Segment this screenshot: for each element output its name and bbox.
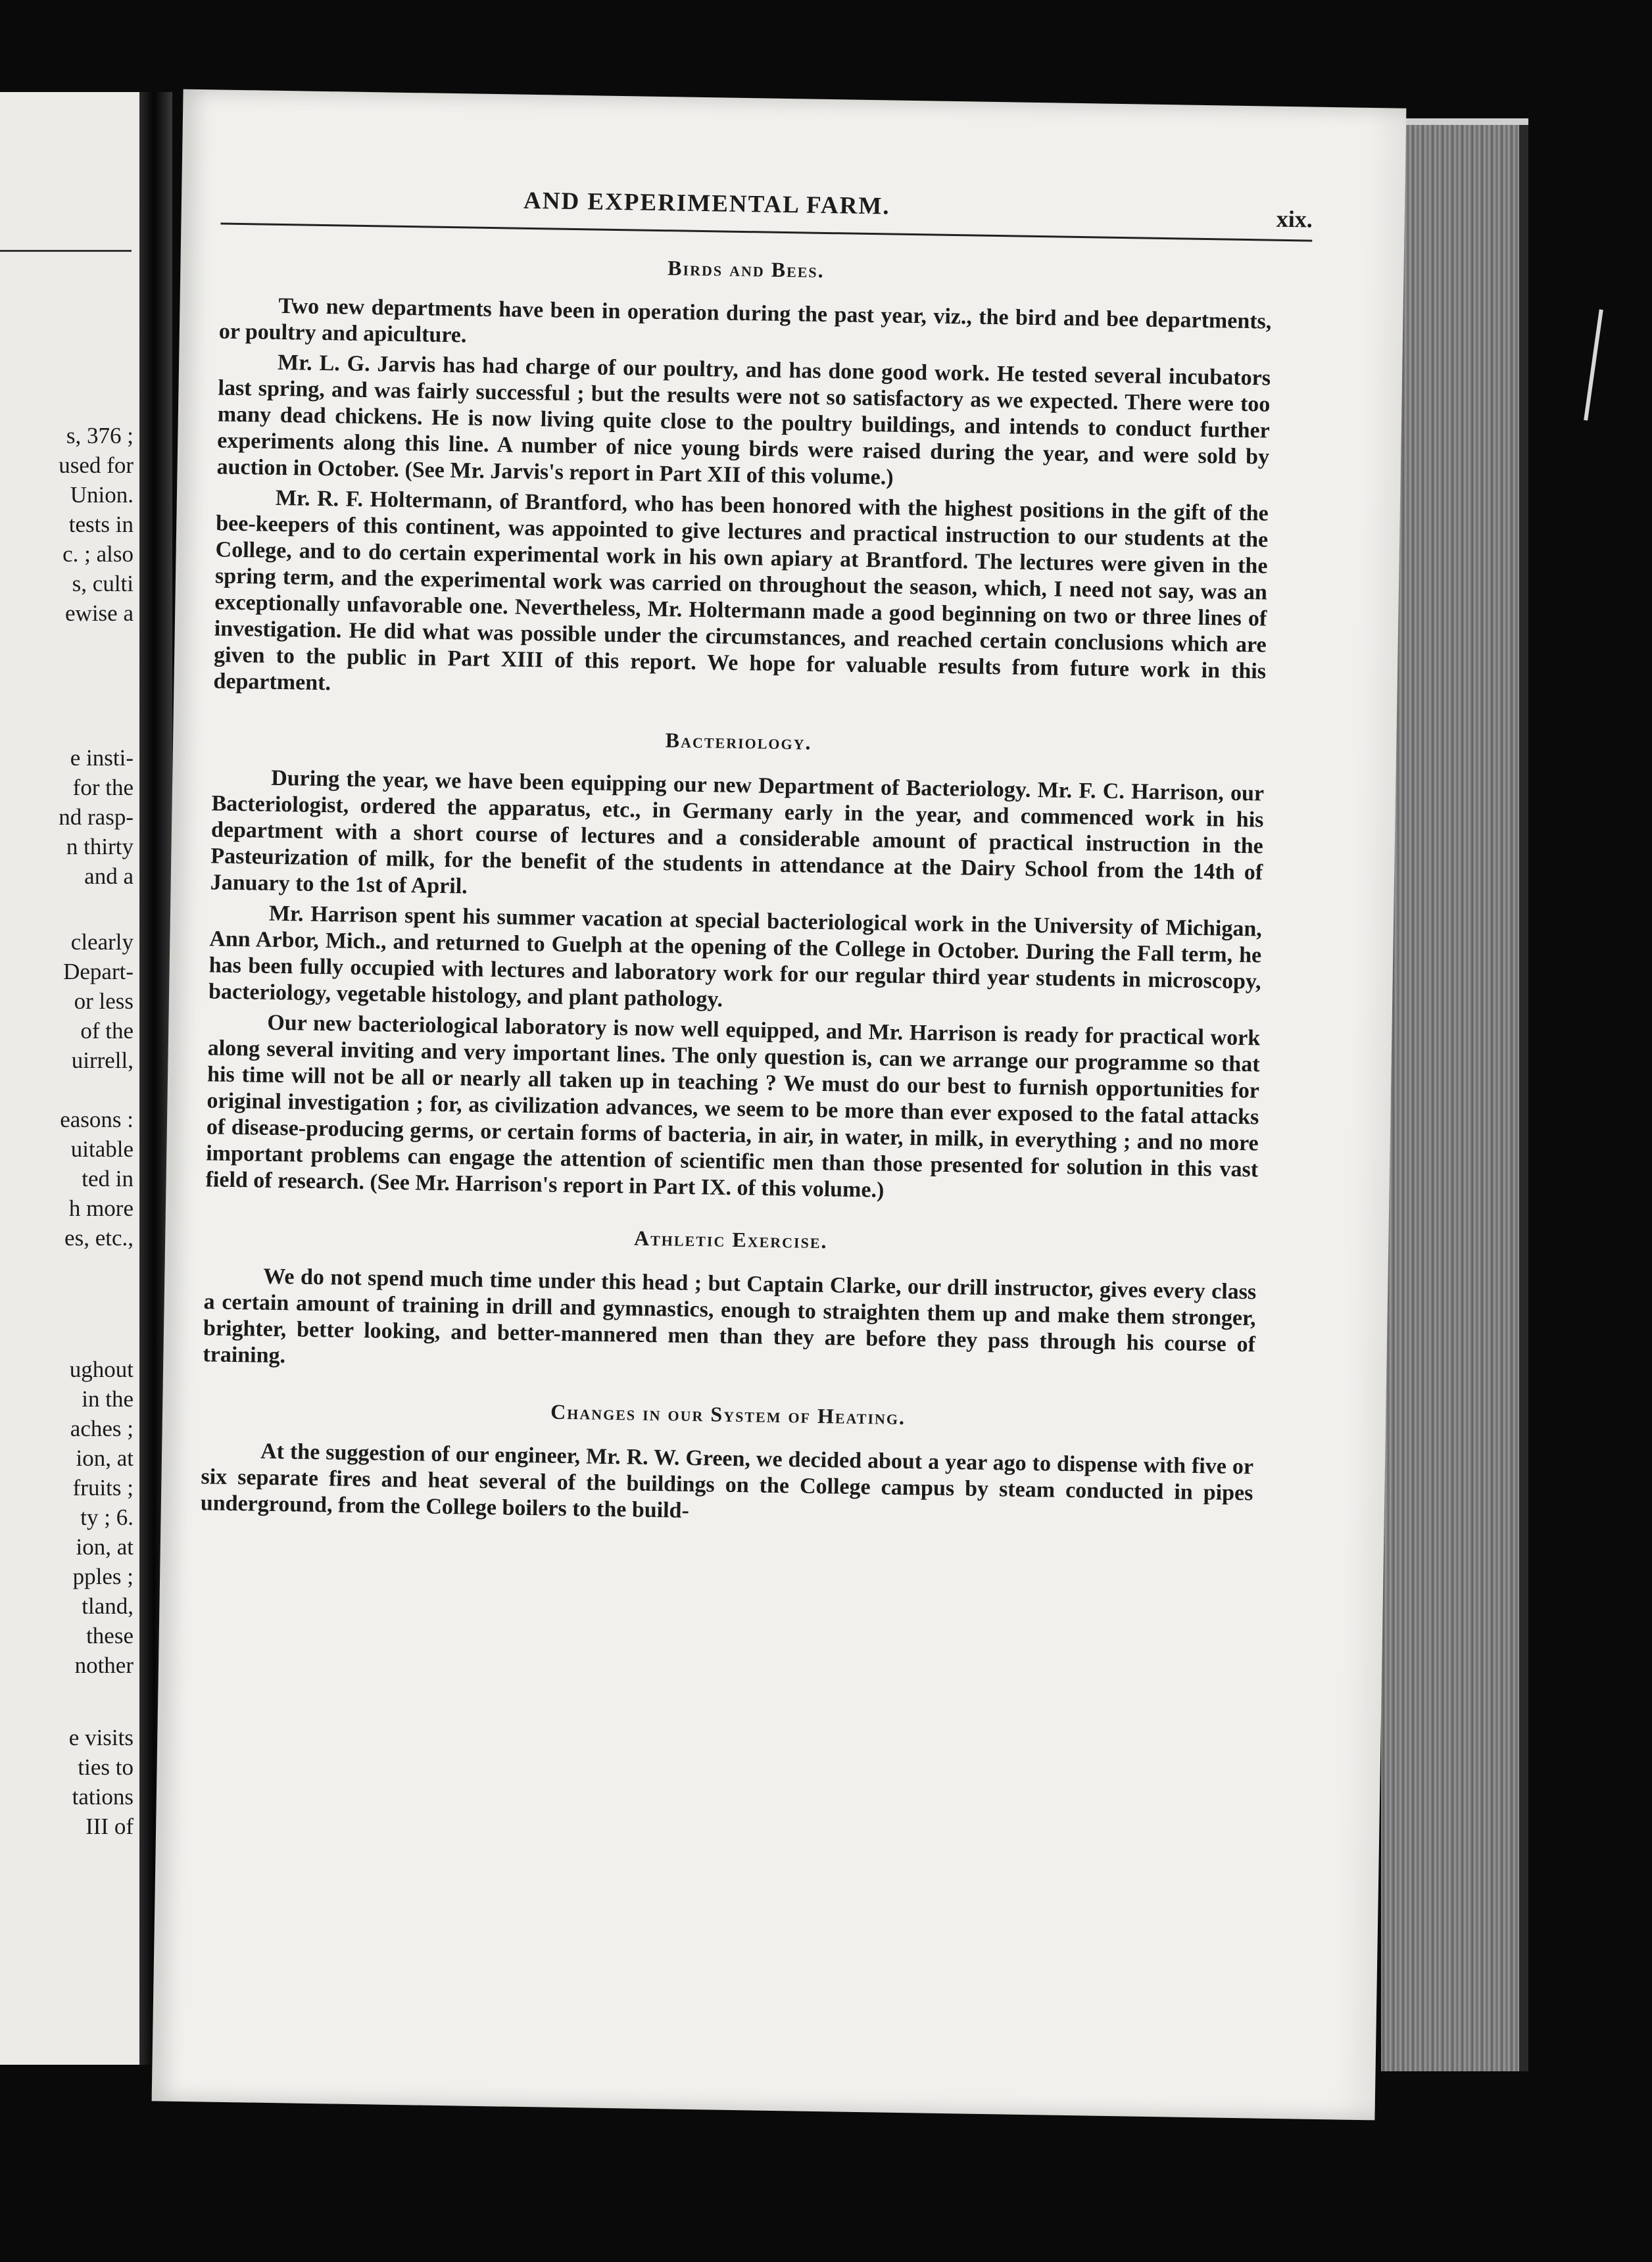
left-page-fragment: III of: [85, 1814, 134, 1839]
section-bacteriology: [205, 719, 1265, 1209]
left-page-fragment: c. ; also: [62, 541, 134, 567]
left-page-fragment: in the: [82, 1386, 134, 1412]
paragraph: We do not spend much time under this head ; but Captain Clarke, our drill instructor, gives every class a certain amount of training in drill and gymnastics, enough to straighten them up and make them stronger, brighter, better looking, and better-mannered men than they are before they pass through his course of training.: [203, 1264, 1257, 1368]
section-heading: Changes in our System of Heating.: [550, 1399, 906, 1430]
running-head: [221, 182, 1313, 238]
left-page-fragment: s, culti: [72, 571, 134, 596]
left-page-fragment: uitable: [70, 1136, 134, 1162]
section-athletic-exercise: [203, 1218, 1257, 1384]
paragraph: At the suggestion of our engineer, Mr. R. W. Green, we decided about a year ago to dispense with five or six separate fires and heat several of the buildings on the College campus by steam conducted in pipes underground, from the College boilers to the build-: [200, 1439, 1254, 1523]
paragraph: Mr. R. F. Holtermann, of Brantford, who has been honored with the highest positions in the gift of the bee-keepers of this continent, was appointed to give lectures and practical instruction to our students at the College, and to do certain experimental work in his own apiary at Brantford. The lectures were given in the spring term, and the experimental work was carried on throughout the season, which, I need not say, was an exceptionally unfavorable one. Nevertheless, Mr. Holtermann made a good beginning on two or three lines of investigation. He did what was possible under the circumstances, and reached certain conclusions which are given to the public in Part XIII of this report. We hope for valuable results from future work in this department.: [213, 485, 1269, 696]
page-body: [201, 247, 1273, 1533]
section-birds-and-bees: [213, 247, 1272, 711]
left-page-fragment: tations: [72, 1784, 134, 1810]
left-facing-page: [0, 92, 141, 2065]
left-page-fragment: ties to: [78, 1754, 134, 1780]
paragraph: Mr. L. G. Jarvis has had charge of our poultry, and has done good work. He tested several incubators last spring, and was fairly successful ; but the results were not so satisfactory as we expected. There were too many dead chickens. He is now living quite close to the poultry buildings, and intends to conduct further experiments along this line. A number of nice young birds were raised during the year, and were sold by auction in October. (See Mr. Jarvis's report in Part XII of this volume.): [216, 350, 1271, 490]
left-page-fragment: and a: [84, 863, 134, 889]
main-page: [152, 89, 1407, 2121]
left-page-fragment: Union.: [70, 482, 134, 508]
left-page-fragment: tests in: [68, 512, 134, 537]
paragraph: Mr. Harrison spent his summer vacation at special bacteriological work in the University of Michigan, Ann Arbor, Mich., and returned to Guelph at the opening of the College in October. During the Fall term, he has been fully occupied with lectures and laboratory work for our regular third year students in microscopy, bacteriology, vegetable histology, and plant pathology.: [208, 901, 1263, 1012]
left-page-fragment: of the: [80, 1018, 134, 1044]
page-content: [200, 182, 1313, 1537]
paragraph: Two new departments have been in operation during the past year, viz., the bird and bee departments, or poultry and apiculture.: [218, 293, 1272, 348]
left-page-fragment: ion, at: [76, 1445, 134, 1471]
section-heading: Athletic Exercise.: [633, 1226, 828, 1253]
left-page-fragment: ughout: [69, 1357, 134, 1382]
left-page-fragment: e visits: [68, 1725, 134, 1750]
left-page-fragment: e insti-: [70, 745, 134, 771]
left-page-fragment: tland,: [82, 1593, 134, 1619]
left-page-fragment: aches ;: [70, 1416, 134, 1441]
left-page-fragment: fruits ;: [72, 1475, 134, 1501]
section-heating: [201, 1393, 1255, 1533]
paragraph: Our new bacteriological laboratory is now well equipped, and Mr. Harrison is ready for practical work along several inviting and very important lines. The only question is, can we arrange our programme so that his time will not be all or nearly all taken up in teaching ? We must do our best to furnish opportunities for original investigation ; for, as civilization advances, we seem to be more than ever exposed to the fatal attacks of disease-producing germs, or certain forms of bacteria, in air, in water, in milk, in everything ; and no more important problems can engage the attention of scientific men than those presented for solution in this vast field of research. (See Mr. Harrison's report in Part IX. of this volume.): [205, 1010, 1261, 1203]
left-page-fragment: ion, at: [76, 1534, 134, 1560]
scan-artifact: [1584, 309, 1603, 420]
left-page-fragment: nd rasp-: [59, 804, 134, 830]
left-page-fragment: n thirty: [66, 834, 134, 859]
left-page-fragment: clearly: [70, 929, 134, 955]
left-page-fragment: ted in: [82, 1166, 134, 1191]
left-page-fragment: used for: [59, 452, 134, 478]
left-page-fragment: pples ;: [72, 1564, 134, 1589]
left-page-fragment: h more: [68, 1195, 134, 1221]
page-number: xix.: [1276, 205, 1313, 233]
left-page-fragment: nother: [74, 1652, 134, 1678]
left-page-fragment: these: [86, 1623, 134, 1648]
left-page-rule: [0, 250, 132, 252]
left-page-fragment: or less: [74, 988, 134, 1014]
left-page-fragment: for the: [72, 775, 134, 800]
book-page-edges: [1381, 125, 1528, 2071]
left-page-fragment: ewise a: [65, 600, 134, 626]
left-page-fragment: Depart-: [63, 959, 134, 984]
left-page-fragment: uirrell,: [71, 1047, 134, 1073]
left-page-fragment: s, 376 ;: [66, 423, 134, 448]
section-heading: Birds and Bees.: [667, 256, 825, 282]
left-page-fragment: es, etc.,: [64, 1225, 134, 1251]
left-page-fragment: easons :: [60, 1107, 134, 1132]
header-rule: [220, 222, 1312, 241]
section-heading: Bacteriology.: [665, 728, 812, 754]
running-title: AND EXPERIMENTAL FARM.: [523, 187, 890, 220]
left-page-fragment: ty ; 6.: [80, 1504, 134, 1530]
paragraph: During the year, we have been equipping our new Department of Bacteriology. Mr. F. C. Harrison, our Bacteriologist, ordered the apparatus, etc., in Germany early in the year, and commenced work in his department with a short course of lectures and a considerable amount of practical instruction in the Pasteurization of milk, for the benefit of the students in attendance at the Dairy School from the 14th of January to the 1st of April.: [210, 765, 1265, 899]
